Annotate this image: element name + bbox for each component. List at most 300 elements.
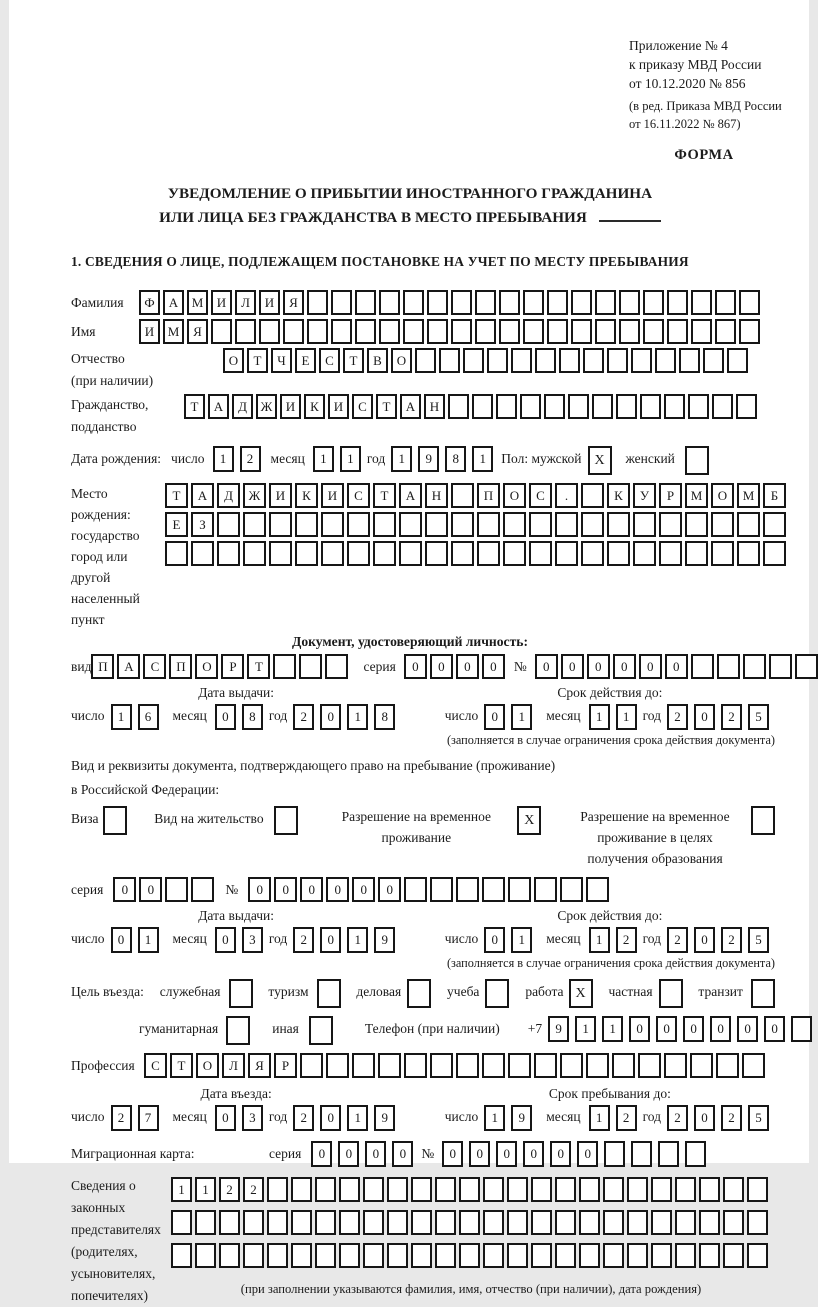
char-box[interactable]: 0	[665, 654, 688, 679]
char-box[interactable]	[675, 1243, 696, 1268]
char-box[interactable]: 8	[445, 446, 466, 472]
char-box[interactable]	[685, 1141, 706, 1167]
char-box[interactable]	[425, 512, 448, 537]
char-box[interactable]: К	[295, 483, 318, 508]
char-box[interactable]: Т	[247, 654, 270, 679]
char-box[interactable]	[547, 319, 568, 344]
char-box[interactable]: 5	[748, 1105, 769, 1131]
char-box[interactable]: М	[163, 319, 184, 344]
char-box[interactable]	[616, 394, 637, 419]
char-box[interactable]: 1	[111, 704, 132, 730]
char-box[interactable]	[633, 541, 656, 566]
char-box[interactable]	[555, 541, 578, 566]
char-box[interactable]	[607, 512, 630, 537]
char-box[interactable]: Д	[232, 394, 253, 419]
char-box[interactable]: 1	[472, 446, 493, 472]
char-box[interactable]: 2	[111, 1105, 132, 1131]
char-box[interactable]: Н	[424, 394, 445, 419]
char-box[interactable]	[529, 512, 552, 537]
char-box[interactable]	[243, 541, 266, 566]
char-box[interactable]: У	[633, 483, 656, 508]
char-box[interactable]	[508, 1053, 531, 1078]
char-box[interactable]	[699, 1243, 720, 1268]
char-box[interactable]	[291, 1177, 312, 1202]
char-box[interactable]	[664, 1053, 687, 1078]
purpose-humanitarian-checkbox[interactable]	[226, 1016, 250, 1045]
char-box[interactable]: 0	[694, 704, 715, 730]
char-box[interactable]	[675, 1210, 696, 1235]
char-box[interactable]: М	[685, 483, 708, 508]
char-box[interactable]: 2	[667, 927, 688, 953]
char-box[interactable]	[325, 654, 348, 679]
char-box[interactable]	[727, 348, 748, 373]
char-box[interactable]	[243, 512, 266, 537]
char-box[interactable]: 5	[748, 704, 769, 730]
char-box[interactable]	[691, 319, 712, 344]
char-box[interactable]	[283, 319, 304, 344]
char-box[interactable]	[235, 319, 256, 344]
char-box[interactable]: 1	[391, 446, 412, 472]
char-box[interactable]	[259, 319, 280, 344]
char-box[interactable]: 1	[347, 704, 368, 730]
char-box[interactable]: 0	[392, 1141, 413, 1167]
char-box[interactable]	[267, 1210, 288, 1235]
char-box[interactable]: 0	[482, 654, 505, 679]
char-box[interactable]	[534, 1053, 557, 1078]
char-box[interactable]	[523, 319, 544, 344]
char-box[interactable]: 0	[111, 927, 132, 953]
char-box[interactable]: 2	[616, 1105, 637, 1131]
char-box[interactable]	[217, 512, 240, 537]
char-box[interactable]	[586, 877, 609, 902]
char-box[interactable]: 0	[484, 704, 505, 730]
char-box[interactable]	[715, 319, 736, 344]
char-box[interactable]	[475, 290, 496, 315]
char-box[interactable]: 0	[656, 1016, 677, 1042]
char-box[interactable]	[736, 394, 757, 419]
char-box[interactable]: М	[737, 483, 760, 508]
char-box[interactable]	[415, 348, 436, 373]
char-box[interactable]	[475, 319, 496, 344]
char-box[interactable]	[763, 512, 786, 537]
char-box[interactable]: 0	[587, 654, 610, 679]
char-box[interactable]	[742, 1053, 765, 1078]
char-box[interactable]	[685, 512, 708, 537]
char-box[interactable]	[531, 1177, 552, 1202]
char-box[interactable]: 9	[374, 927, 395, 953]
char-box[interactable]: 0	[215, 704, 236, 730]
char-box[interactable]	[619, 319, 640, 344]
char-box[interactable]	[691, 290, 712, 315]
char-box[interactable]	[439, 348, 460, 373]
char-box[interactable]	[581, 483, 604, 508]
char-box[interactable]: А	[208, 394, 229, 419]
char-box[interactable]: 0	[737, 1016, 758, 1042]
char-box[interactable]: 0	[300, 877, 323, 902]
char-box[interactable]: Р	[659, 483, 682, 508]
char-box[interactable]: .	[555, 483, 578, 508]
char-box[interactable]	[658, 1141, 679, 1167]
char-box[interactable]	[472, 394, 493, 419]
char-box[interactable]	[363, 1177, 384, 1202]
char-box[interactable]: Ф	[139, 290, 160, 315]
char-box[interactable]	[651, 1210, 672, 1235]
char-box[interactable]: 0	[430, 654, 453, 679]
char-box[interactable]: Р	[221, 654, 244, 679]
char-box[interactable]: С	[143, 654, 166, 679]
char-box[interactable]: 0	[456, 654, 479, 679]
char-box[interactable]	[592, 394, 613, 419]
char-box[interactable]: 2	[293, 1105, 314, 1131]
char-box[interactable]	[307, 290, 328, 315]
char-box[interactable]: 0	[320, 927, 341, 953]
char-box[interactable]	[723, 1210, 744, 1235]
char-box[interactable]	[791, 1016, 812, 1042]
purpose-tourism-checkbox[interactable]	[317, 979, 341, 1008]
char-box[interactable]	[171, 1210, 192, 1235]
char-box[interactable]: 0	[535, 654, 558, 679]
char-box[interactable]	[691, 654, 714, 679]
char-box[interactable]: С	[319, 348, 340, 373]
char-box[interactable]	[463, 348, 484, 373]
sex-female-checkbox[interactable]	[685, 446, 709, 475]
char-box[interactable]	[507, 1210, 528, 1235]
char-box[interactable]	[523, 290, 544, 315]
char-box[interactable]: 0	[484, 927, 505, 953]
char-box[interactable]	[219, 1243, 240, 1268]
char-box[interactable]: 1	[511, 704, 532, 730]
char-box[interactable]: 0	[139, 877, 162, 902]
char-box[interactable]	[612, 1053, 635, 1078]
char-box[interactable]	[643, 319, 664, 344]
char-box[interactable]: 0	[113, 877, 136, 902]
char-box[interactable]: С	[347, 483, 370, 508]
char-box[interactable]: 0	[561, 654, 584, 679]
char-box[interactable]: О	[711, 483, 734, 508]
char-box[interactable]	[483, 1243, 504, 1268]
char-box[interactable]	[379, 319, 400, 344]
char-box[interactable]	[655, 348, 676, 373]
char-box[interactable]	[399, 512, 422, 537]
char-box[interactable]	[555, 1177, 576, 1202]
char-box[interactable]: М	[187, 290, 208, 315]
char-box[interactable]: К	[304, 394, 325, 419]
char-box[interactable]: 0	[311, 1141, 332, 1167]
char-box[interactable]	[535, 348, 556, 373]
char-box[interactable]	[373, 541, 396, 566]
char-box[interactable]	[456, 1053, 479, 1078]
char-box[interactable]	[171, 1243, 192, 1268]
char-box[interactable]: 0	[365, 1141, 386, 1167]
char-box[interactable]	[352, 1053, 375, 1078]
char-box[interactable]: 1	[213, 446, 234, 472]
char-box[interactable]	[339, 1210, 360, 1235]
char-box[interactable]: Т	[247, 348, 268, 373]
char-box[interactable]: 2	[293, 704, 314, 730]
char-box[interactable]	[603, 1210, 624, 1235]
char-box[interactable]	[339, 1243, 360, 1268]
char-box[interactable]	[487, 348, 508, 373]
char-box[interactable]: 0	[764, 1016, 785, 1042]
char-box[interactable]	[640, 394, 661, 419]
purpose-private-checkbox[interactable]	[659, 979, 683, 1008]
char-box[interactable]: В	[367, 348, 388, 373]
char-box[interactable]	[555, 1210, 576, 1235]
char-box[interactable]	[715, 290, 736, 315]
char-box[interactable]	[568, 394, 589, 419]
char-box[interactable]: 0	[320, 1105, 341, 1131]
char-box[interactable]	[581, 541, 604, 566]
char-box[interactable]: Б	[763, 483, 786, 508]
char-box[interactable]	[604, 1141, 625, 1167]
char-box[interactable]	[555, 1243, 576, 1268]
char-box[interactable]	[379, 290, 400, 315]
char-box[interactable]	[559, 348, 580, 373]
char-box[interactable]	[699, 1210, 720, 1235]
char-box[interactable]	[307, 319, 328, 344]
char-box[interactable]: 3	[242, 927, 263, 953]
char-box[interactable]: 6	[138, 704, 159, 730]
char-box[interactable]	[435, 1210, 456, 1235]
char-box[interactable]	[451, 541, 474, 566]
char-box[interactable]	[711, 541, 734, 566]
char-box[interactable]: 5	[748, 927, 769, 953]
sex-male-checkbox[interactable]: X	[588, 446, 612, 475]
char-box[interactable]	[560, 1053, 583, 1078]
char-box[interactable]: Я	[283, 290, 304, 315]
char-box[interactable]: 2	[667, 704, 688, 730]
char-box[interactable]	[659, 541, 682, 566]
char-box[interactable]: Т	[184, 394, 205, 419]
char-box[interactable]: Р	[274, 1053, 297, 1078]
char-box[interactable]	[195, 1210, 216, 1235]
char-box[interactable]	[633, 512, 656, 537]
char-box[interactable]	[347, 512, 370, 537]
char-box[interactable]: Т	[165, 483, 188, 508]
char-box[interactable]: П	[169, 654, 192, 679]
char-box[interactable]	[520, 394, 541, 419]
char-box[interactable]	[667, 319, 688, 344]
char-box[interactable]: 1	[347, 1105, 368, 1131]
char-box[interactable]: 1	[589, 927, 610, 953]
char-box[interactable]	[403, 290, 424, 315]
char-box[interactable]	[315, 1177, 336, 1202]
char-box[interactable]	[387, 1210, 408, 1235]
char-box[interactable]	[739, 290, 760, 315]
char-box[interactable]	[717, 654, 740, 679]
char-box[interactable]: Т	[343, 348, 364, 373]
char-box[interactable]: 0	[550, 1141, 571, 1167]
char-box[interactable]	[631, 1141, 652, 1167]
char-box[interactable]	[399, 541, 422, 566]
char-box[interactable]: Т	[170, 1053, 193, 1078]
char-box[interactable]	[459, 1177, 480, 1202]
char-box[interactable]	[195, 1243, 216, 1268]
char-box[interactable]	[659, 512, 682, 537]
char-box[interactable]: 1	[511, 927, 532, 953]
char-box[interactable]	[483, 1177, 504, 1202]
char-box[interactable]: О	[391, 348, 412, 373]
char-box[interactable]	[459, 1243, 480, 1268]
char-box[interactable]: 0	[683, 1016, 704, 1042]
char-box[interactable]: 0	[378, 877, 401, 902]
char-box[interactable]	[743, 654, 766, 679]
char-box[interactable]: 0	[215, 1105, 236, 1131]
char-box[interactable]: О	[196, 1053, 219, 1078]
char-box[interactable]	[363, 1243, 384, 1268]
char-box[interactable]: И	[259, 290, 280, 315]
char-box[interactable]: Е	[295, 348, 316, 373]
char-box[interactable]	[404, 877, 427, 902]
char-box[interactable]: И	[269, 483, 292, 508]
purpose-other-checkbox[interactable]	[309, 1016, 333, 1045]
residence-permit-checkbox[interactable]	[274, 806, 298, 835]
char-box[interactable]	[477, 541, 500, 566]
char-box[interactable]	[331, 290, 352, 315]
char-box[interactable]	[534, 877, 557, 902]
char-box[interactable]	[531, 1210, 552, 1235]
char-box[interactable]	[507, 1243, 528, 1268]
char-box[interactable]	[675, 1177, 696, 1202]
char-box[interactable]: 0	[523, 1141, 544, 1167]
char-box[interactable]	[331, 319, 352, 344]
char-box[interactable]	[482, 877, 505, 902]
char-box[interactable]	[581, 512, 604, 537]
purpose-study-checkbox[interactable]	[485, 979, 509, 1008]
char-box[interactable]	[529, 541, 552, 566]
char-box[interactable]	[425, 541, 448, 566]
char-box[interactable]	[747, 1177, 768, 1202]
char-box[interactable]: 0	[404, 654, 427, 679]
char-box[interactable]	[165, 541, 188, 566]
char-box[interactable]: 2	[721, 1105, 742, 1131]
char-box[interactable]	[459, 1210, 480, 1235]
char-box[interactable]: И	[211, 290, 232, 315]
char-box[interactable]	[699, 1177, 720, 1202]
char-box[interactable]: 1	[484, 1105, 505, 1131]
char-box[interactable]: 8	[242, 704, 263, 730]
char-box[interactable]: 2	[293, 927, 314, 953]
char-box[interactable]	[411, 1210, 432, 1235]
char-box[interactable]	[560, 877, 583, 902]
char-box[interactable]: 0	[577, 1141, 598, 1167]
char-box[interactable]: Т	[376, 394, 397, 419]
char-box[interactable]: С	[529, 483, 552, 508]
char-box[interactable]: З	[191, 512, 214, 537]
char-box[interactable]: 1	[195, 1177, 216, 1202]
char-box[interactable]: А	[163, 290, 184, 315]
char-box[interactable]	[387, 1243, 408, 1268]
char-box[interactable]	[795, 654, 818, 679]
char-box[interactable]: 9	[511, 1105, 532, 1131]
char-box[interactable]	[315, 1210, 336, 1235]
char-box[interactable]	[291, 1243, 312, 1268]
char-box[interactable]	[448, 394, 469, 419]
char-box[interactable]	[631, 348, 652, 373]
char-box[interactable]	[269, 541, 292, 566]
char-box[interactable]	[321, 541, 344, 566]
char-box[interactable]	[404, 1053, 427, 1078]
char-box[interactable]	[579, 1177, 600, 1202]
char-box[interactable]	[191, 541, 214, 566]
char-box[interactable]	[427, 290, 448, 315]
char-box[interactable]	[531, 1243, 552, 1268]
char-box[interactable]	[711, 512, 734, 537]
char-box[interactable]	[411, 1177, 432, 1202]
char-box[interactable]: 2	[219, 1177, 240, 1202]
char-box[interactable]	[737, 541, 760, 566]
char-box[interactable]	[638, 1053, 661, 1078]
char-box[interactable]	[579, 1243, 600, 1268]
char-box[interactable]	[267, 1177, 288, 1202]
char-box[interactable]	[243, 1210, 264, 1235]
char-box[interactable]	[583, 348, 604, 373]
char-box[interactable]: 3	[242, 1105, 263, 1131]
char-box[interactable]	[273, 654, 296, 679]
char-box[interactable]: О	[195, 654, 218, 679]
char-box[interactable]: 2	[721, 704, 742, 730]
purpose-official-checkbox[interactable]	[229, 979, 253, 1008]
char-box[interactable]	[427, 319, 448, 344]
char-box[interactable]	[747, 1243, 768, 1268]
char-box[interactable]: Л	[235, 290, 256, 315]
char-box[interactable]	[503, 541, 526, 566]
char-box[interactable]: А	[117, 654, 140, 679]
char-box[interactable]	[477, 512, 500, 537]
char-box[interactable]	[651, 1177, 672, 1202]
char-box[interactable]	[191, 877, 214, 902]
char-box[interactable]: О	[503, 483, 526, 508]
char-box[interactable]	[664, 394, 685, 419]
char-box[interactable]: О	[223, 348, 244, 373]
char-box[interactable]: 0	[469, 1141, 490, 1167]
char-box[interactable]: Ж	[256, 394, 277, 419]
char-box[interactable]	[703, 348, 724, 373]
char-box[interactable]	[690, 1053, 713, 1078]
char-box[interactable]: 0	[338, 1141, 359, 1167]
char-box[interactable]	[571, 290, 592, 315]
char-box[interactable]: Я	[187, 319, 208, 344]
char-box[interactable]: Ж	[243, 483, 266, 508]
char-box[interactable]: 1	[313, 446, 334, 472]
char-box[interactable]: 2	[721, 927, 742, 953]
char-box[interactable]	[451, 290, 472, 315]
char-box[interactable]	[679, 348, 700, 373]
char-box[interactable]	[291, 1210, 312, 1235]
char-box[interactable]: 0	[442, 1141, 463, 1167]
char-box[interactable]: 0	[613, 654, 636, 679]
char-box[interactable]	[387, 1177, 408, 1202]
char-box[interactable]: К	[607, 483, 630, 508]
char-box[interactable]: А	[191, 483, 214, 508]
char-box[interactable]	[712, 394, 733, 419]
char-box[interactable]	[496, 394, 517, 419]
char-box[interactable]: А	[400, 394, 421, 419]
char-box[interactable]: 2	[240, 446, 261, 472]
char-box[interactable]: Д	[217, 483, 240, 508]
char-box[interactable]: 0	[694, 1105, 715, 1131]
char-box[interactable]: П	[91, 654, 114, 679]
char-box[interactable]: 0	[352, 877, 375, 902]
char-box[interactable]	[482, 1053, 505, 1078]
char-box[interactable]	[430, 877, 453, 902]
char-box[interactable]: 8	[374, 704, 395, 730]
char-box[interactable]	[435, 1243, 456, 1268]
char-box[interactable]	[619, 290, 640, 315]
char-box[interactable]: 1	[138, 927, 159, 953]
char-box[interactable]: Н	[425, 483, 448, 508]
char-box[interactable]	[411, 1243, 432, 1268]
